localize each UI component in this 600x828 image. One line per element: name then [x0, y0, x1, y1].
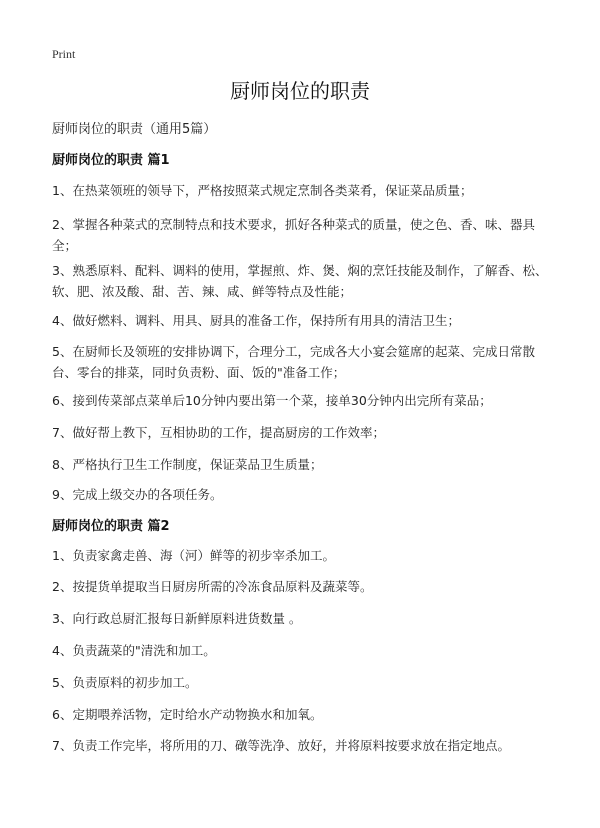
list-item: 5、负责原料的初步加工。 — [52, 675, 198, 690]
list-item: 6、接到传菜部点菜单后10分钟内要出第一个菜，接单30分钟内出完所有菜品； — [52, 393, 492, 408]
list-item: 6、定期喂养活物，定时给水产动物换水和加氧。 — [52, 707, 323, 722]
list-item: 4、做好燃料、调料、用具、厨具的准备工作，保持所有用具的清洁卫生； — [52, 313, 460, 328]
list-item: 7、负责工作完毕，将所用的刀、礅等洗净、放好，并将原料按要求放在指定地点。 — [52, 738, 510, 753]
list-item: 8、严格执行卫生工作制度，保证菜品卫生质量； — [52, 457, 323, 472]
document-title: 厨师岗位的职责 — [230, 79, 370, 103]
list-item: 2、按提货单提取当日厨房所需的冷冻食品原料及蔬菜等。 — [52, 579, 373, 594]
section-heading-2: 厨师岗位的职责 篇2 — [52, 519, 170, 534]
list-item: 3、向行政总厨汇报每日新鲜原料进货数量 。 — [52, 611, 302, 626]
list-item: 5、在厨师长及领班的安排协调下，合理分工，完成各大小宴会筵席的起菜、完成日常散台、零台的排菜，同时负责粉、面、饭的"准备工作； — [52, 344, 535, 380]
list-item: 1、在热菜领班的领导下，严格按照菜式规定烹制各类菜肴，保证菜品质量； — [52, 183, 473, 198]
list-item: 1、负责家禽走兽、海（河）鲜等的初步宰杀加工。 — [52, 548, 335, 563]
list-item: 3、熟悉原料、配料、调料的使用，掌握煎、炸、煲、焖的烹饪技能及制作，了解香、松、软、肥、浓及酸、甜、苦、辣、咸、鲜等特点及性能； — [52, 263, 548, 299]
list-item: 2、掌握各种菜式的烹制特点和技术要求，抓好各种菜式的质量，使之色、香、味、器具全； — [52, 217, 535, 253]
section-heading-1: 厨师岗位的职责 篇1 — [52, 153, 170, 168]
print-link[interactable]: Print — [52, 47, 76, 61]
list-item: 7、做好帮上教下，互相协助的工作，提高厨房的工作效率； — [52, 425, 385, 440]
list-item: 9、完成上级交办的各项任务。 — [52, 487, 223, 502]
list-item: 4、负责蔬菜的"清洗和加工。 — [52, 643, 216, 658]
document-subtitle: 厨师岗位的职责（通用5篇） — [52, 122, 217, 137]
